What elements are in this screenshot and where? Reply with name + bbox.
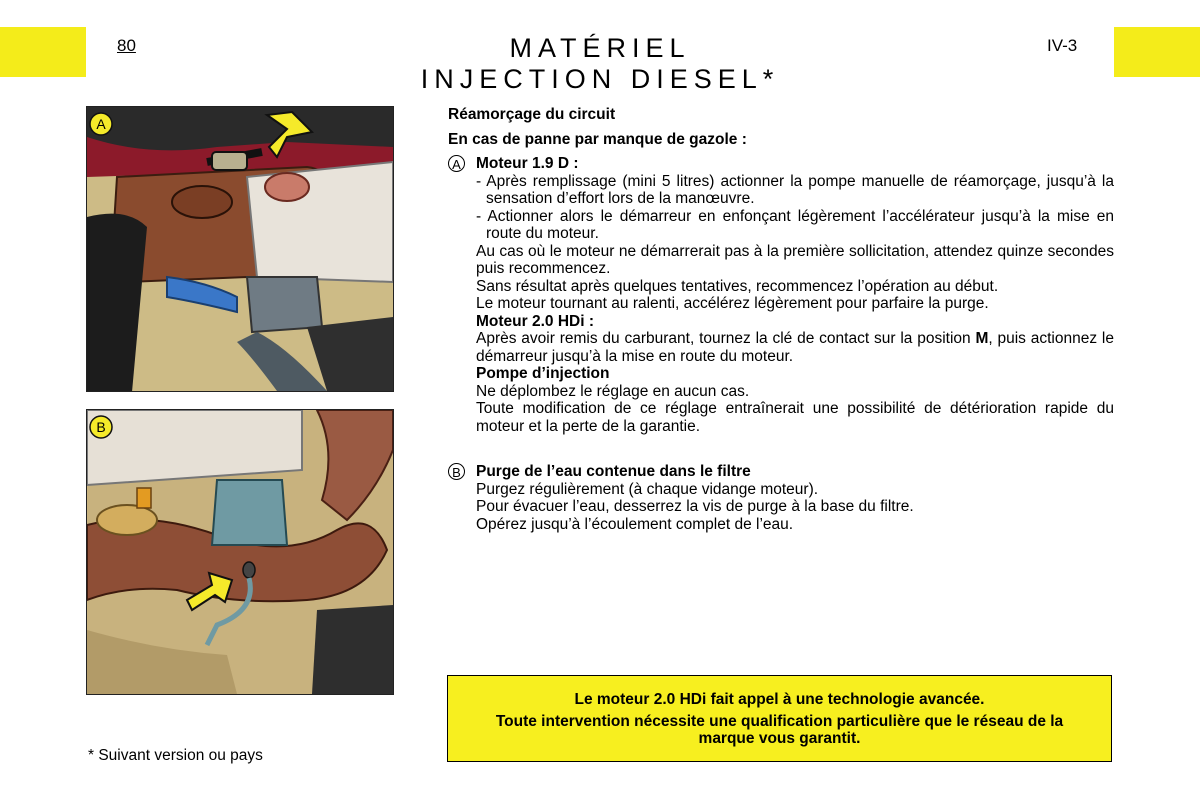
page-subtitle: INJECTION DIESEL* bbox=[420, 64, 780, 94]
section-purge bbox=[448, 463, 1114, 481]
purge-para-3: Opérez jusqu’à l’écoulement complet de l’eau. bbox=[476, 515, 794, 533]
moteur-19-steps bbox=[448, 173, 1114, 243]
figure-a-label: A bbox=[96, 116, 106, 132]
section-moteur-19 bbox=[448, 155, 1114, 173]
figure-b-label: B bbox=[96, 419, 106, 435]
figure-b-filter-illustration bbox=[86, 409, 394, 695]
notice-line-2: Toute intervention nécessite une qualification particulière que le réseau de la marque vous garantit. bbox=[495, 713, 1064, 747]
moteur-20-para: Après avoir remis du carburant, tournez la clé de contact sur la position M, puis actionnez le démarreur jusqu’à la mise en route du moteur. bbox=[476, 330, 1114, 365]
pompe-para-1: Ne déplombez le réglage en aucun cas. bbox=[476, 382, 750, 400]
purge-title: Purge de l’eau contenue dans le filtre bbox=[476, 463, 751, 480]
purge-para-1: Purgez régulièrement (à chaque vidange moteur). bbox=[476, 480, 819, 498]
warning-notice bbox=[447, 675, 1112, 762]
section-code: IV-3 bbox=[1047, 36, 1078, 55]
page-number: 80 bbox=[117, 36, 136, 55]
moteur-19-para-3: Le moteur tournant au ralenti, accélérez légèrement pour parfaire la purge. bbox=[476, 295, 989, 312]
marker-a: A bbox=[448, 155, 465, 172]
pompe-title: Pompe d’injection bbox=[476, 365, 610, 382]
moteur-19-step-2: - Actionner alors le démarreur en enfonçant légèrement l’accélérateur jusqu’à la mise en route du moteur. bbox=[476, 207, 1114, 242]
moteur-20-title: Moteur 2.0 HDi : bbox=[476, 312, 594, 330]
pompe-para-2: Toute modification de ce réglage entraînerait une possibilité de détérioration rapide du moteur et la perte de la garantie. bbox=[476, 400, 1114, 435]
instructions-text bbox=[448, 106, 1114, 533]
moteur-19-title: Moteur 1.9 D : bbox=[476, 155, 579, 172]
footnote: * Suivant version ou pays bbox=[88, 747, 263, 764]
heading-panne: En cas de panne par manque de gazole : bbox=[448, 130, 747, 148]
heading-reamorcage: Réamorçage du circuit bbox=[448, 106, 616, 123]
moteur-19-para-2: Sans résultat après quelques tentatives, recommencez l’opération au début. bbox=[476, 277, 999, 295]
page-title: MATÉRIEL bbox=[509, 33, 691, 63]
purge-para-2: Pour évacuer l’eau, desserrez la vis de purge à la base du filtre. bbox=[476, 498, 914, 515]
marker-b: B bbox=[448, 463, 465, 480]
moteur-19-para-1: Au cas où le moteur ne démarrerait pas à la première sollicitation, attendez quinze secondes puis recommencez. bbox=[476, 242, 1114, 277]
figure-a-engine-illustration bbox=[86, 106, 394, 392]
notice-line-1: Le moteur 2.0 HDi fait appel à une technologie avancée. bbox=[574, 691, 985, 708]
moteur-19-step-1: - Après remplissage (mini 5 litres) actionner la pompe manuelle de réamorçage, jusqu’à la sensation d’effort lors de la manœuvre. bbox=[476, 172, 1114, 207]
